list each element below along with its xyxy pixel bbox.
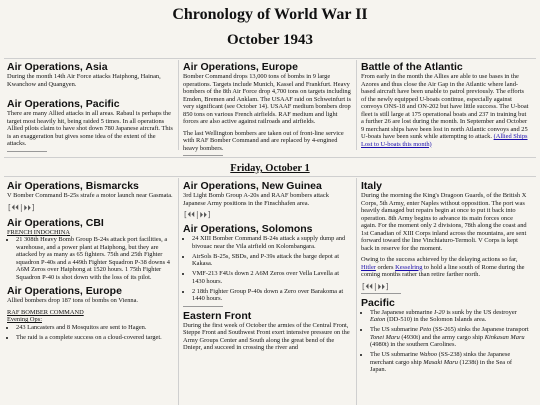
section-heading: Air Operations, CBI — [7, 216, 104, 229]
day-column-1 — [7, 180, 175, 344]
section-heading: Battle of the Atlantic — [361, 61, 463, 73]
list-item — [370, 351, 529, 374]
section-text: During the month 14th Air Force attacks Haiphong, Hainan, Kwanchow and Quangyen. — [7, 73, 161, 88]
list-item — [370, 309, 529, 324]
text-run: (DD-510) in the Solomon Islands area. — [385, 316, 487, 323]
text-run: (4930t) and the army cargo ship — [399, 333, 485, 341]
ship-name: Masaki Maru — [423, 358, 458, 366]
column-divider — [356, 60, 357, 150]
section-heading: Italy — [361, 180, 383, 192]
section-heading: Air Operations, Asia — [7, 61, 108, 73]
section-text: During the morning the King's Dragoon Guards, of the British X Corps, 5th Army, enter Naples without opposition. The port was heavily damaged but repairs begin at once to put it back into operation. 8th Army begins to advance its main forces once again. For the moment only 2 divisions, 78th along the coast and 1st Canadian of XIII Corps inland across the mountains, are sent forward toward the line Vinchiaturo-Termoli. V Corps is kept back in reserve for the moment. — [361, 192, 527, 252]
divider — [7, 151, 47, 152]
text-run: orders — [375, 263, 396, 271]
subheading: FRENCH INDOCHINA — [7, 228, 71, 236]
kesselring-link[interactable]: Kesselring — [395, 263, 423, 271]
column-divider — [178, 60, 179, 150]
section-text: V Bomber Command B-25s strafe a motor launch near Gasmata. — [7, 192, 173, 199]
text-run: to hold a line south of Rome during the coming months rather than retire farther north. — [361, 263, 525, 278]
ship-name: Eaton — [370, 316, 386, 323]
section-heading: Pacific — [361, 296, 395, 309]
hitler-link[interactable]: Hitler — [361, 263, 376, 271]
text-run: (SS-265) sinks the Japanese transport — [431, 326, 529, 333]
list-item: • 21 308th Heavy Bomb Group B-24s attack port facilities, a warehouse, and a power plant at Haiphong, but they are attacked by as many as 65 fighters. 75th and 25th Fighter squadron P-40s and a 449th Fighter Squadron P-38 downs 4 A6M Zeros over Haiphong at 1520 hours. 1 75th Fighter Squadron P-40 is shot down with the loss of its pilot. — [16, 236, 175, 281]
page-title: Chronology of World War II — [172, 6, 368, 23]
bullet-list — [7, 324, 175, 342]
month-column-2 — [183, 61, 351, 156]
page-subtitle: October 1943 — [227, 32, 313, 48]
text-run: Owing to the success achieved by the delaying actions so far, — [361, 256, 518, 263]
section-text: Bomber Command drops 13,000 tons of bombs in 9 large operations. Targets include Munich, Kassel and Frankfurt. Heavy bombers of the 8th Air Force drop 4,700 tons on targets including Emden, Bremen and Anklam. The USAAF raid on Schweinfurt is very significant (see October 14). USAAF medium bombers drop 850 tons on various French airfields. RAF medium and light forces are also active against railroads and airfields. — [183, 73, 351, 125]
list-item: • 243 Lancasters and 8 Mosquitos are sent to Hagen. — [16, 324, 175, 332]
ship-name: Wahoo — [419, 351, 438, 358]
month-column-3 — [361, 61, 529, 148]
section-heading: Air Operations, New Guinea — [183, 180, 322, 192]
divider — [4, 157, 536, 158]
divider — [4, 58, 536, 59]
section-heading: Air Operations, Solomons — [183, 223, 313, 235]
section-heading: Air Operations, Pacific — [7, 98, 120, 110]
prev-next-nav[interactable]: [⏴⏴|⏵⏵] — [183, 210, 212, 219]
list-item: • AirSols B-25s, SBDs, and P-39s attack the barge depot at Kakasa. — [192, 253, 351, 268]
section-text: The last Wellington bombers are taken out of front-line service with RAF Bomber Command and are replaced by 4-engined heavy bombers. — [183, 129, 344, 152]
divider — [4, 176, 536, 177]
divider — [183, 155, 223, 156]
ship-name: Tonei Maru — [370, 333, 400, 341]
text-run: The Japanese submarine — [370, 308, 435, 316]
ship-name: I-20 — [434, 308, 445, 316]
column-divider — [178, 178, 179, 405]
ship-name: Peto — [419, 326, 432, 333]
text-run: (1238t) in the Sea of Japan. — [370, 358, 513, 373]
section-text — [361, 256, 529, 279]
divider — [361, 293, 401, 294]
section-text: There are many Allied attacks in all areas. Rabaul is perhaps the target most heavily hit, being raided 5 times. In all operations Allied pilots claim to have shot down 780 Japanese aircraft. This is an exaggeration but gives some idea of the extent of the attacks. — [7, 110, 173, 147]
day-column-2 — [183, 180, 351, 352]
day-heading: Friday, October 1 — [230, 163, 310, 174]
subheading: Evening Ops: — [7, 316, 42, 323]
section-heading: Air Operations, Bismarcks — [7, 180, 139, 192]
section-text: 3rd Light Bomb Group A-20s and RAAF bombers attack Japanese Army positions in the Finschhafen area. — [183, 192, 329, 207]
section-heading: Air Operations, Europe — [183, 61, 298, 73]
section-heading: Eastern Front — [183, 309, 252, 322]
bullet-list — [183, 235, 351, 303]
section-text: Allied bombers drop 187 tons of bombs on Vienna. — [7, 297, 139, 304]
month-column-1 — [7, 61, 175, 152]
list-item: • 2 18th Fighter Group P-40s down a Zero over Barakoma at 1440 hours. — [192, 288, 351, 303]
bullet-list — [7, 236, 175, 281]
list-item: • The raid is a complete success on a cloud-covered target. — [16, 334, 175, 342]
list-item: • 24 XIII Bomber Command B-24s attack a supply dump and bivouac near the Vila airfield on Kolombangara. — [192, 235, 351, 250]
text-run: (4980t) in the southern Carolines. — [370, 341, 457, 348]
prev-next-nav[interactable]: [⏴⏴|⏵⏵] — [7, 202, 36, 212]
day-column-3 — [361, 180, 529, 376]
text-run: is sunk by the US destroyer — [444, 308, 517, 316]
ship-name: Kinkasan Maru — [484, 333, 525, 341]
column-divider — [356, 178, 357, 405]
section-text — [361, 73, 529, 148]
divider — [183, 306, 223, 307]
subheading: RAF BOMBER COMMAND — [7, 308, 84, 316]
prev-next-nav[interactable]: [⏴⏴|⏵⏵] — [361, 281, 390, 291]
section-heading: Air Operations, Europe — [7, 285, 122, 297]
list-item: • VMF-213 F4Us down 2 A6M Zeros over Vella Lavella at 1430 hours. — [192, 270, 351, 285]
text-run: The US submarine — [370, 351, 420, 358]
list-item — [370, 326, 529, 349]
atlantic-text: From early in the month the Allies are able to use bases in the Azores and thus close the Air Gap in the Atlantic where land-based aircraft have been unable to patrol previously. The efforts of the newly equipped U-boats continue, especially against convoys ONS-18 and ON-202 but have little success. The U-boat fleet is still large at 175 operational boats and 237 in training but a further 26 are lost during the month. In September and October 9 merchant ships have been lost in north Atlantic convoys and 25 U-boats have been sunk while attempting to attack. — [361, 73, 529, 140]
allied-ships-lost-link[interactable]: (Allied Ships Lost to U-boats this month) — [361, 133, 528, 148]
section-text: During the first week of October the armies of the Central Front, Steppe Front and Southwest Front exert intensive pressure on the Army Groups Center and South along the great bend of the Dniepr, and succeed in crossing the river and — [183, 321, 350, 351]
text-run: The US submarine — [370, 326, 420, 333]
text-run: (SS-238) sinks the Japanese merchant cargo ship — [370, 351, 511, 366]
bullet-list — [361, 309, 529, 374]
